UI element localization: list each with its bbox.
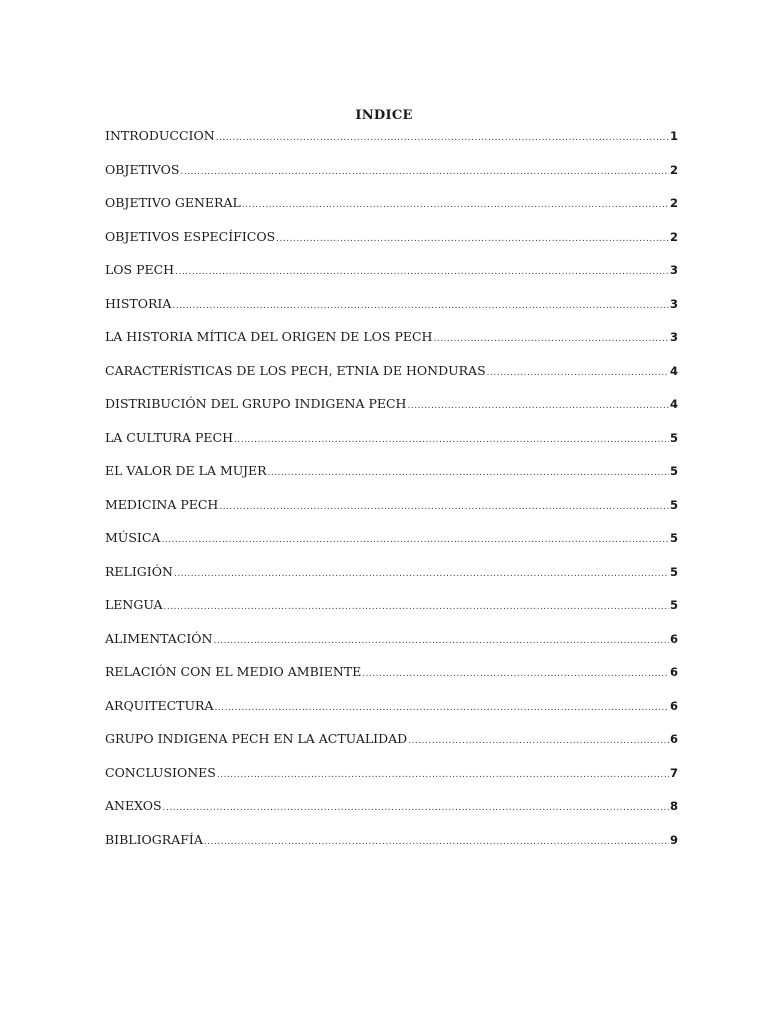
toc-entry-text: DISTRIBUCIÓN DEL GRUPO INDIGENA PECH xyxy=(105,396,407,411)
toc-entry-text: ANEXOS xyxy=(105,798,162,813)
dot-leader xyxy=(487,368,669,378)
toc-entry-text: CARACTERÍSTICAS DE LOS PECH, ETNIA DE HONDURAS xyxy=(105,362,486,378)
toc-page-number: 1 xyxy=(669,129,678,143)
toc-entry-text: EL VALOR DE LA MUJER xyxy=(105,463,267,478)
dot-leader xyxy=(219,502,669,512)
toc-entry-text: LA CULTURA PECH xyxy=(105,429,233,445)
dot-leader xyxy=(362,669,669,679)
dot-leader xyxy=(276,234,669,244)
dot-leader xyxy=(164,602,669,612)
dot-leader xyxy=(172,301,669,311)
toc-entry-text: OBJETIVO GENERAL xyxy=(105,195,241,210)
toc-page-number: 9 xyxy=(669,832,678,847)
toc-entry-historia-mitica[interactable] xyxy=(105,329,678,363)
toc-page-number: 5 xyxy=(669,531,678,545)
toc-entry-historia[interactable] xyxy=(105,296,678,330)
toc-title: INDICE xyxy=(355,108,413,123)
toc-page-number: 6 xyxy=(669,698,678,713)
toc-page-number: 6 xyxy=(669,732,678,746)
dot-leader xyxy=(242,200,669,210)
toc-page-number: 4 xyxy=(669,397,678,411)
toc-page-number: 2 xyxy=(669,196,678,210)
toc-entry-objetivos-especificos[interactable] xyxy=(105,229,678,263)
toc-entry-text: OBJETIVOS ESPECÍFICOS xyxy=(105,228,276,244)
dot-leader xyxy=(214,636,669,646)
dot-leader xyxy=(204,837,669,847)
toc-page-number: 5 xyxy=(669,564,678,579)
toc-entry-text: MEDICINA PECH xyxy=(105,496,219,512)
dot-leader xyxy=(408,736,669,746)
toc-entry-conclusiones[interactable] xyxy=(105,765,678,799)
dot-leader xyxy=(234,435,669,445)
dot-leader xyxy=(216,133,669,143)
dot-leader xyxy=(217,770,669,780)
toc-entry-religion[interactable] xyxy=(105,564,678,598)
toc-page-number: 5 xyxy=(669,598,678,612)
toc-entry-arquitectura[interactable] xyxy=(105,698,678,732)
toc-entry-bibliografia[interactable] xyxy=(105,832,678,866)
toc-entry-text: GRUPO INDIGENA PECH EN LA ACTUALIDAD xyxy=(105,731,408,746)
dot-leader xyxy=(161,535,669,545)
toc-entry-alimentacion[interactable] xyxy=(105,631,678,665)
toc-entry-lengua[interactable] xyxy=(105,597,678,631)
toc-entry-objetivos[interactable] xyxy=(105,162,678,196)
dot-leader xyxy=(180,167,669,177)
toc-entry-los-pech[interactable] xyxy=(105,262,678,296)
toc-page-number: 2 xyxy=(669,162,678,177)
toc-entry-text: LENGUA xyxy=(105,597,163,612)
toc-entry-text: ARQUITECTURA xyxy=(105,697,214,713)
toc-page-number: 5 xyxy=(669,464,678,478)
toc-entry-la-cultura-pech[interactable] xyxy=(105,430,678,464)
toc-page-number: 3 xyxy=(669,296,678,311)
toc-entry-text: RELACIÓN CON EL MEDIO AMBIENTE xyxy=(105,664,362,679)
toc-entry-medicina-pech[interactable] xyxy=(105,497,678,531)
toc-entry-text: MÚSICA xyxy=(105,530,161,545)
toc-page-number: 6 xyxy=(669,631,678,646)
toc-entry-objetivo-general[interactable] xyxy=(105,195,678,229)
toc-page-number: 3 xyxy=(669,263,678,277)
toc-entry-text: LA HISTORIA MÍTICA DEL ORIGEN DE LOS PECH xyxy=(105,329,433,344)
toc-entry-text: LOS PECH xyxy=(105,262,175,277)
dot-leader xyxy=(163,803,669,813)
dot-leader xyxy=(175,267,669,277)
toc-page-number: 8 xyxy=(669,799,678,813)
dot-leader xyxy=(268,468,669,478)
toc-entry-distribucion[interactable] xyxy=(105,396,678,430)
toc-page-number: 5 xyxy=(669,497,678,512)
toc-entry-introduccion[interactable] xyxy=(105,128,678,162)
dot-leader xyxy=(174,569,669,579)
toc-page-number: 4 xyxy=(669,363,678,378)
toc-entry-caracteristicas[interactable] xyxy=(105,363,678,397)
toc-page-number: 2 xyxy=(669,229,678,244)
toc-page-number: 7 xyxy=(669,765,678,780)
toc-page-number: 5 xyxy=(669,430,678,445)
toc-entry-valor-mujer[interactable] xyxy=(105,463,678,497)
toc-page-number: 6 xyxy=(669,665,678,679)
toc-entry-text: OBJETIVOS xyxy=(105,161,180,177)
dot-leader xyxy=(433,334,669,344)
toc-entry-text: CONCLUSIONES xyxy=(105,764,216,780)
toc-entry-text: INTRODUCCION xyxy=(105,128,215,143)
toc-page-number: 3 xyxy=(669,330,678,344)
toc-entry-medio-ambiente[interactable] xyxy=(105,664,678,698)
toc-entry-text: BIBLIOGRAFÍA xyxy=(105,831,203,847)
toc-list xyxy=(105,128,678,865)
toc-entry-text: ALIMENTACIÓN xyxy=(105,630,213,646)
toc-entry-musica[interactable] xyxy=(105,530,678,564)
toc-entry-actualidad[interactable] xyxy=(105,731,678,765)
toc-entry-anexos[interactable] xyxy=(105,798,678,832)
dot-leader xyxy=(407,401,669,411)
toc-entry-text: RELIGIÓN xyxy=(105,563,173,579)
dot-leader xyxy=(215,703,669,713)
toc-entry-text: HISTORIA xyxy=(105,295,172,311)
